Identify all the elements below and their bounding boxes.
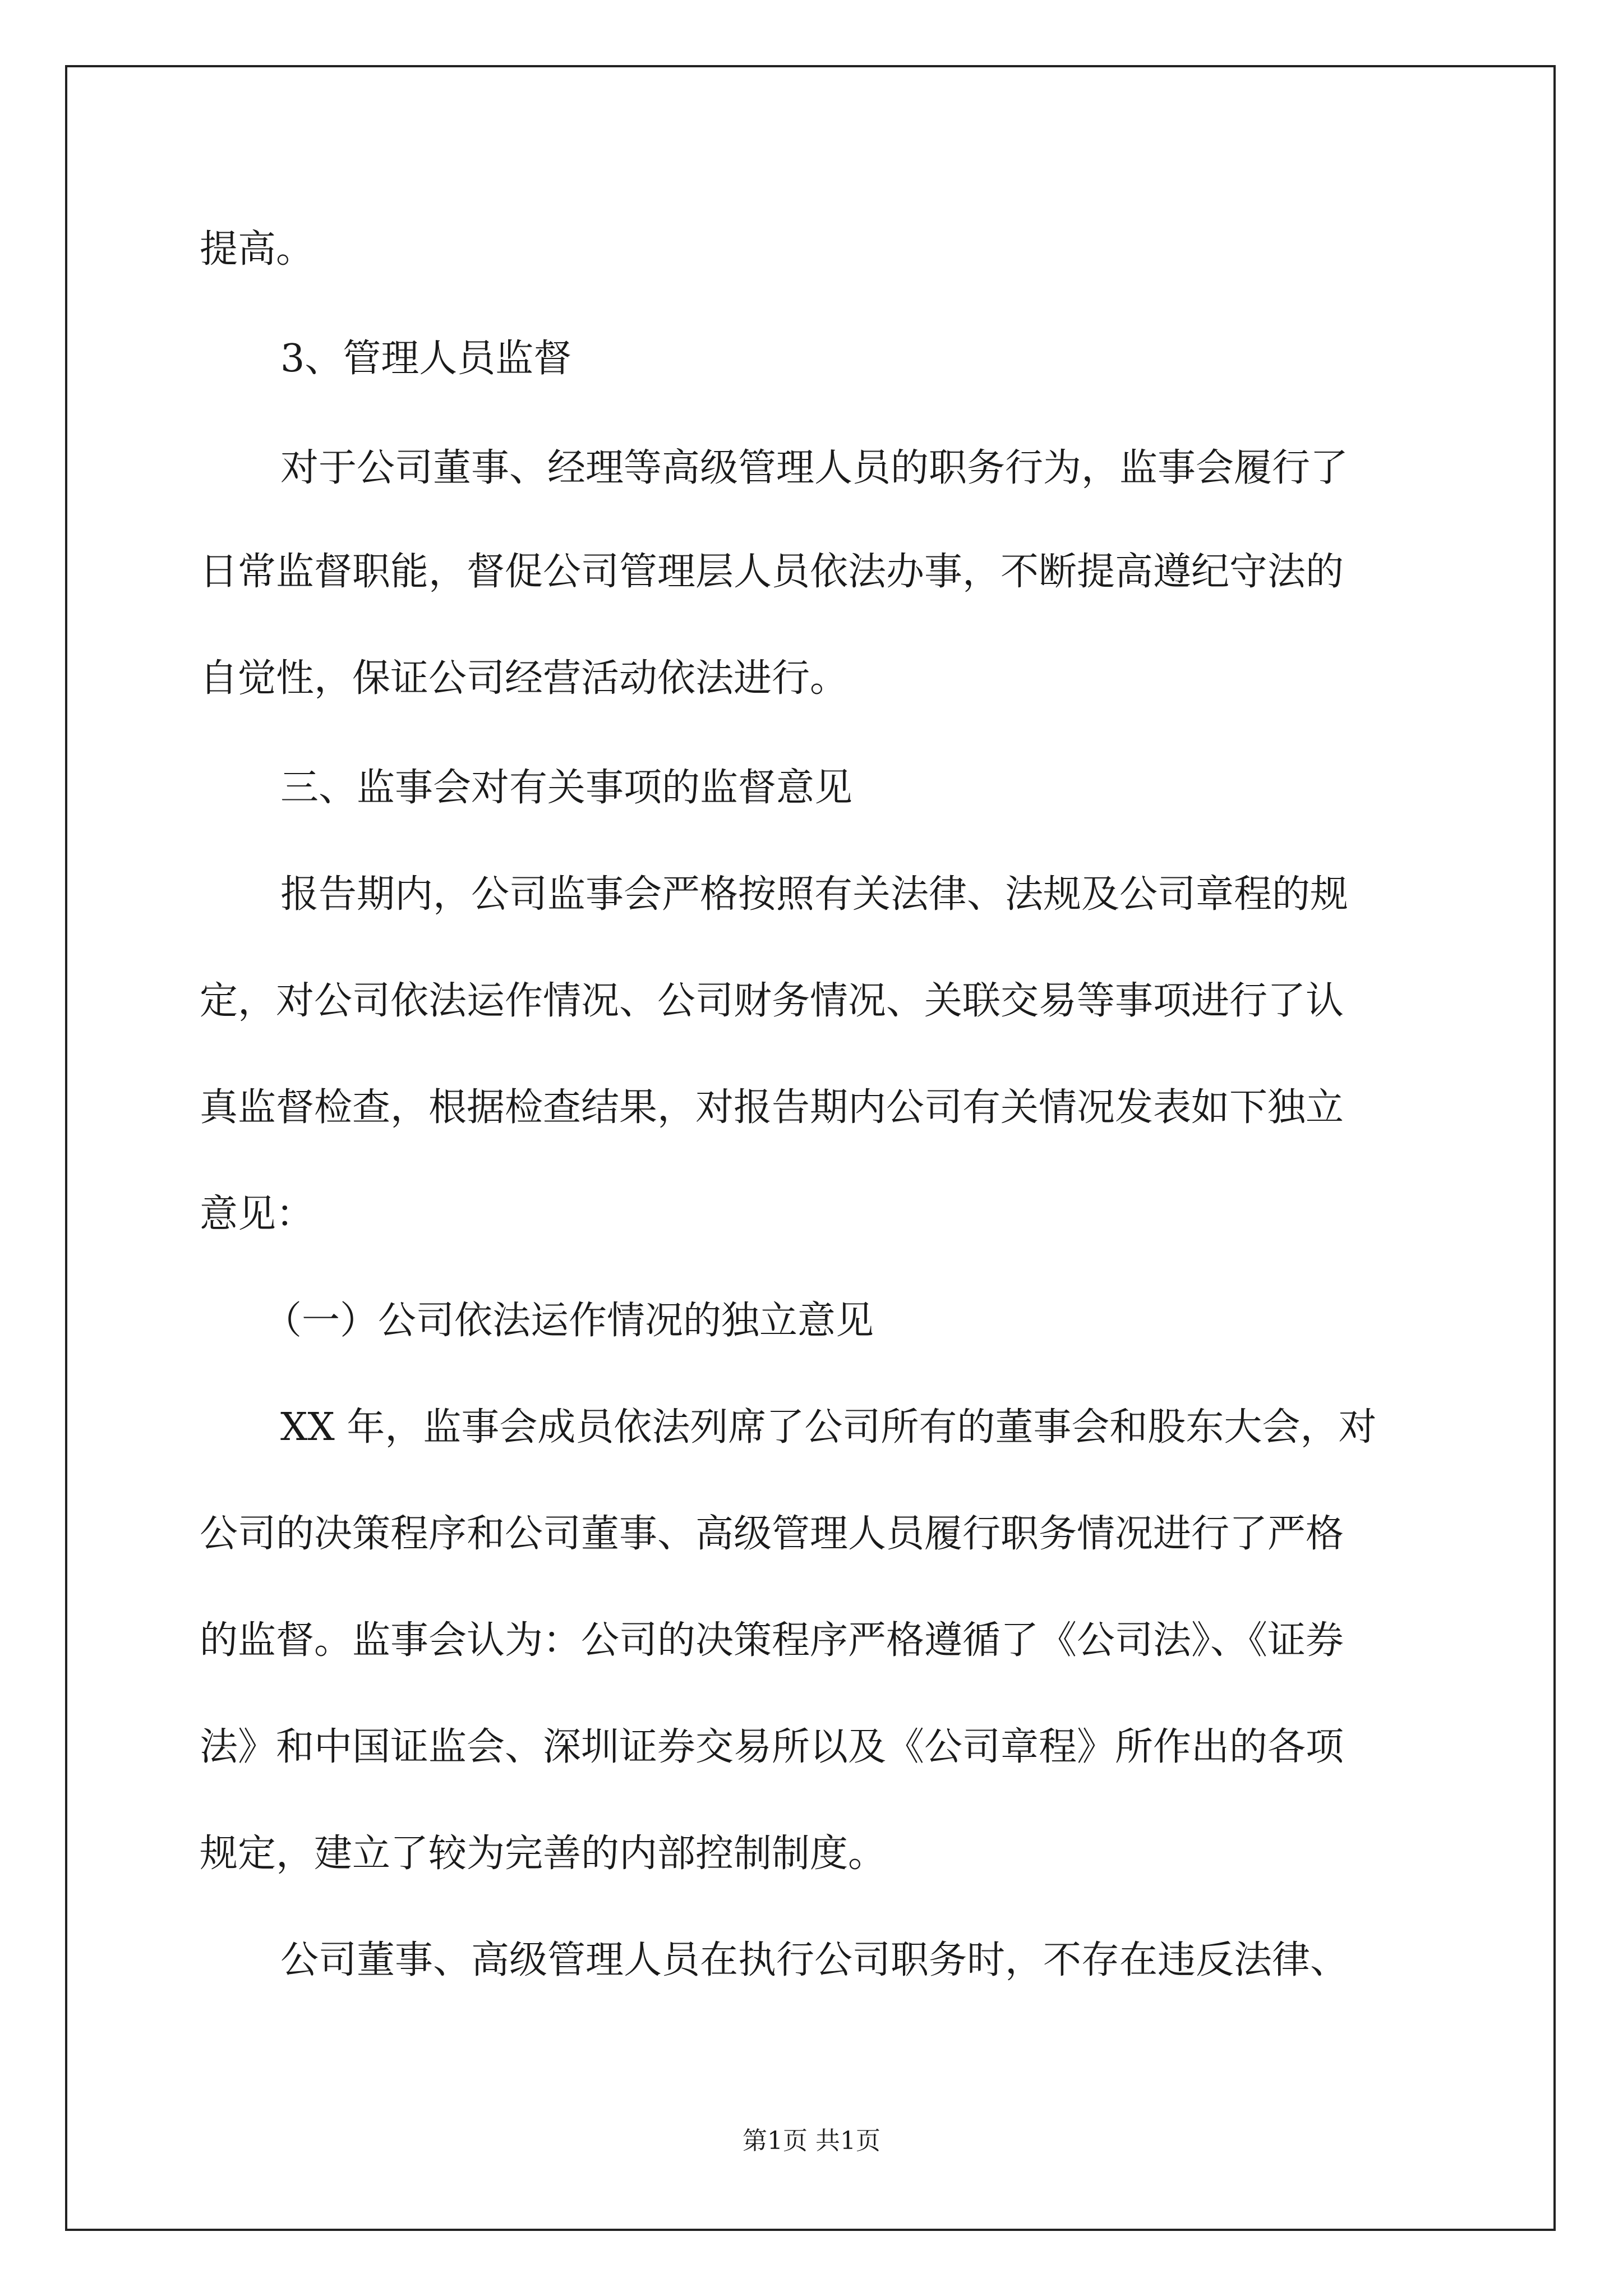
- paragraph-line: 日常监督职能，督促公司管理层人员依法办事，不断提高遵纪守法的: [200, 550, 1344, 594]
- paragraph-line: 对于公司董事、经理等高级管理人员的职务行为，监事会履行了: [280, 446, 1349, 490]
- paragraph-line: 报告期内，公司监事会严格按照有关法律、法规及公司章程的规: [280, 872, 1349, 917]
- paragraph-line: 法》和中国证监会、深圳证券交易所以及《公司章程》所作出的各项: [200, 1725, 1344, 1769]
- paragraph-line: 自觉性，保证公司经营活动依法进行。: [200, 656, 849, 701]
- paragraph-line: 的监督。监事会认为：公司的决策程序严格遵循了《公司法》、《证券: [200, 1618, 1344, 1663]
- paragraph-line: 公司董事、高级管理人员在执行公司职务时，不存在违反法律、: [280, 1938, 1349, 1982]
- subsection-heading-legal-operation: （一）公司依法运作情况的独立意见: [264, 1299, 874, 1343]
- section-heading-supervision-opinions: 三、监事会对有关事项的监督意见: [280, 766, 853, 810]
- heading-management-supervision: 3、管理人员监督: [280, 337, 572, 381]
- page-border: [65, 65, 1556, 2231]
- paragraph-line: XX 年，监事会成员依法列席了公司所有的董事会和股东大会，对: [280, 1405, 1377, 1450]
- paragraph-line: 定，对公司依法运作情况、公司财务情况、关联交易等事项进行了认: [200, 979, 1344, 1023]
- text-line-continuation: 提高。: [200, 227, 315, 272]
- paragraph-line: 规定，建立了较为完善的内部控制制度。: [200, 1832, 887, 1876]
- paragraph-line: 公司的决策程序和公司董事、高级管理人员履行职务情况进行了严格: [200, 1512, 1344, 1556]
- paragraph-line: 意见：: [200, 1192, 315, 1236]
- page-footer: 第1页 共1页: [743, 2127, 880, 2155]
- paragraph-line: 真监督检查，根据检查结果，对报告期内公司有关情况发表如下独立: [200, 1085, 1344, 1130]
